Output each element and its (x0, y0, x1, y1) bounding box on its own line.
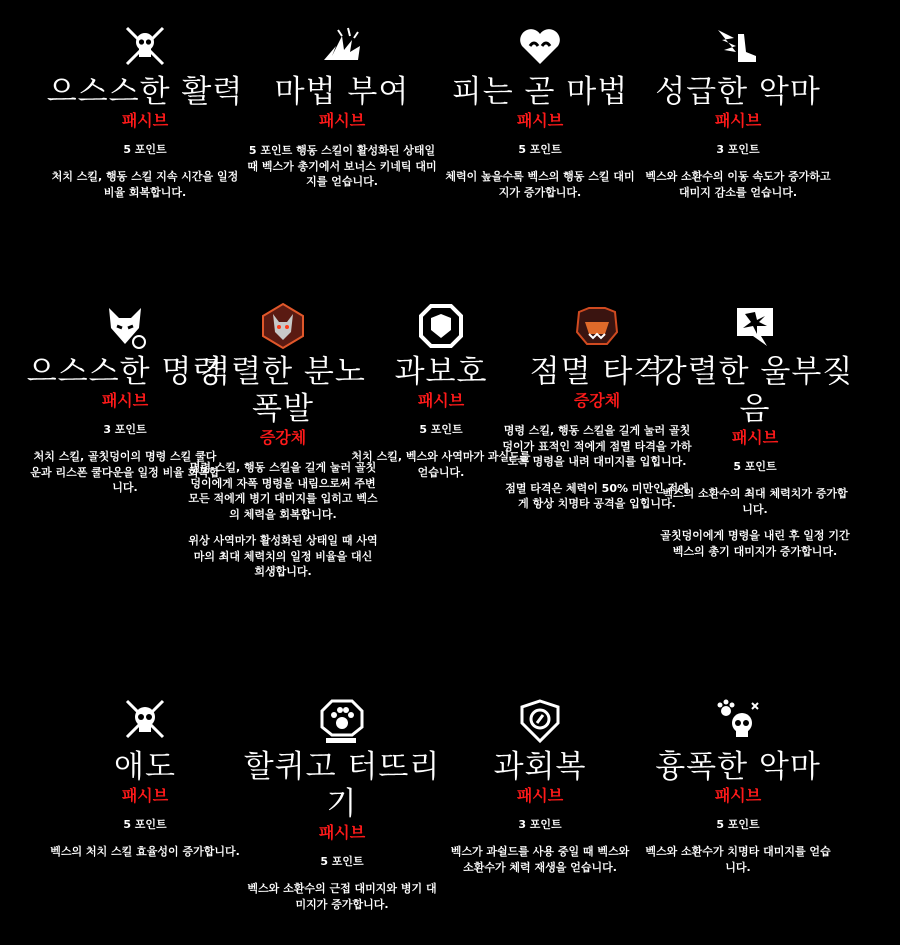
skill-points: 3 포인트 (518, 818, 562, 831)
skill-card (440, 22, 640, 211)
skill-card (638, 697, 838, 886)
skill-points: 5 포인트 (716, 818, 760, 831)
skill-type: 증강체 (573, 391, 621, 410)
skill-card (655, 302, 855, 570)
skill-type: 패시브 (516, 786, 564, 805)
skill-card (638, 22, 838, 211)
skill-type: 패시브 (318, 823, 366, 842)
skill-description: 처치 스킬, 벡스와 사역마가 과실드를 얻습니다. (351, 450, 531, 479)
skill-type: 패시브 (714, 111, 762, 130)
skill-name: 애도 (114, 749, 176, 785)
skill-description: 처치 스킬, 골칫덩이의 명령 스킬 쿨다운과 리스폰 쿨다운을 일정 비율 회복합니다. (30, 450, 220, 494)
skill-description: 벡스가 과쉴드를 사용 중일 때 벡스와 소환수가 체력 재생을 얻습니다. (450, 845, 630, 874)
skull-crossed-blades-icon (121, 22, 169, 70)
paws-skull-icon (714, 697, 762, 745)
skill-description: 명령 스킬, 행동 스킬을 길게 눌러 골칫덩이가 표적인 적에게 점멸 타격을 가하도록 명령을 내려 대미지를 입힙니다. 점멸 타격은 체력이 50% 미만인 적에게 항상 치명타 공격을 입힙니다. (502, 424, 692, 510)
skill-points: 5 포인트 (518, 143, 562, 156)
skill-name: 마법 부여 (274, 74, 410, 110)
skill-type: 패시브 (121, 786, 169, 805)
skill-name: 성급한 악마 (655, 74, 821, 110)
skill-type: 패시브 (516, 111, 564, 130)
skill-points: 5 포인트 (419, 423, 463, 436)
skill-points: 3 포인트 (103, 423, 147, 436)
skill-type: 패시브 (101, 391, 149, 410)
winged-boot-icon (714, 22, 762, 70)
skill-name: 으스스한 명령 (26, 354, 224, 390)
skill-type: 패시브 (318, 111, 366, 130)
skill-card (40, 22, 250, 211)
paw-gun-icon (318, 697, 366, 745)
skill-points: 5 포인트 (123, 818, 167, 831)
skill-points: 3 포인트 (716, 143, 760, 156)
skill-name: 으스스한 활력 (46, 74, 244, 110)
skill-description: 벡스와 소환수의 근접 대미지와 병기 대미지가 증가합니다. (247, 882, 437, 911)
skill-card (242, 697, 442, 923)
skill-points: 5 포인트 (123, 143, 167, 156)
skill-name: 강렬한 울부짖음 (656, 354, 854, 427)
skill-name: 피는 곧 마법 (451, 74, 629, 110)
skill-points: 5 포인트 (320, 855, 364, 868)
skill-name: 과보호 (394, 354, 488, 390)
skill-name: 점멸 타격 (529, 354, 665, 390)
skill-description: 벡스와 소환수의 이동 속도가 증가하고 대미지 감소를 얻습니다. (645, 170, 831, 199)
skill-name: 과회복 (493, 749, 587, 785)
skill-description: 처치 스킬, 행동 스킬 지속 시간을 일정 비율 회복합니다. (51, 170, 239, 199)
shield-regen-icon (516, 697, 564, 745)
wolf-timer-icon (101, 302, 149, 350)
skill-type: 패시브 (417, 391, 465, 410)
tiger-emblem-icon (573, 302, 621, 350)
skill-points: 5 포인트 (733, 460, 777, 473)
skill-type: 패시브 (121, 111, 169, 130)
skill-card (45, 697, 245, 871)
skill-name: 할퀴고 터뜨리기 (243, 749, 441, 822)
skill-description: 벡스의 소환수의 최대 체력치가 증가합니다. 골칫덩이에게 명령을 내린 후 일정 기간 벡스의 총기 대미지가 증가합니다. (660, 487, 850, 558)
demon-emblem-icon (259, 302, 307, 350)
skill-name: 흉폭한 악마 (655, 749, 821, 785)
shield-badge-icon (417, 302, 465, 350)
skill-type: 증강체 (259, 428, 307, 447)
spark-burst-icon (318, 22, 366, 70)
skill-type: 패시브 (714, 786, 762, 805)
skull-blades-icon (121, 697, 169, 745)
skill-description: 5 포인트 행동 스킬이 활성화된 상태일 때 벡스가 총기에서 보너스 키네틱 대미지를 얻습니다. (247, 144, 437, 188)
skill-type: 패시브 (731, 428, 779, 447)
skill-description: 명령 스킬, 행동 스킬을 길게 눌러 골칫덩이에게 자폭 명령을 내림으로써 주변 모든 적에게 병기 대미지를 입히고 벡스의 체력을 회복합니다. 위상 사역마가 활성화된 상태일 때 사역마의 최대 체력치의 일정 비율을 대신 희생합니다. (188, 461, 378, 578)
skill-description: 벡스의 처치 스킬 효율성이 증가합니다. (50, 845, 240, 858)
skill-description: 벡스와 소환수가 치명타 대미지를 얻습니다. (645, 845, 831, 874)
skill-description: 체력이 높을수록 벡스의 행동 스킬 대미지가 증가합니다. (445, 170, 635, 199)
skill-card (440, 697, 640, 886)
skill-card (242, 22, 442, 201)
heart-muscle-icon (516, 22, 564, 70)
skill-name: 격렬한 분노 폭발 (200, 354, 366, 427)
howl-bubble-icon (731, 302, 779, 350)
